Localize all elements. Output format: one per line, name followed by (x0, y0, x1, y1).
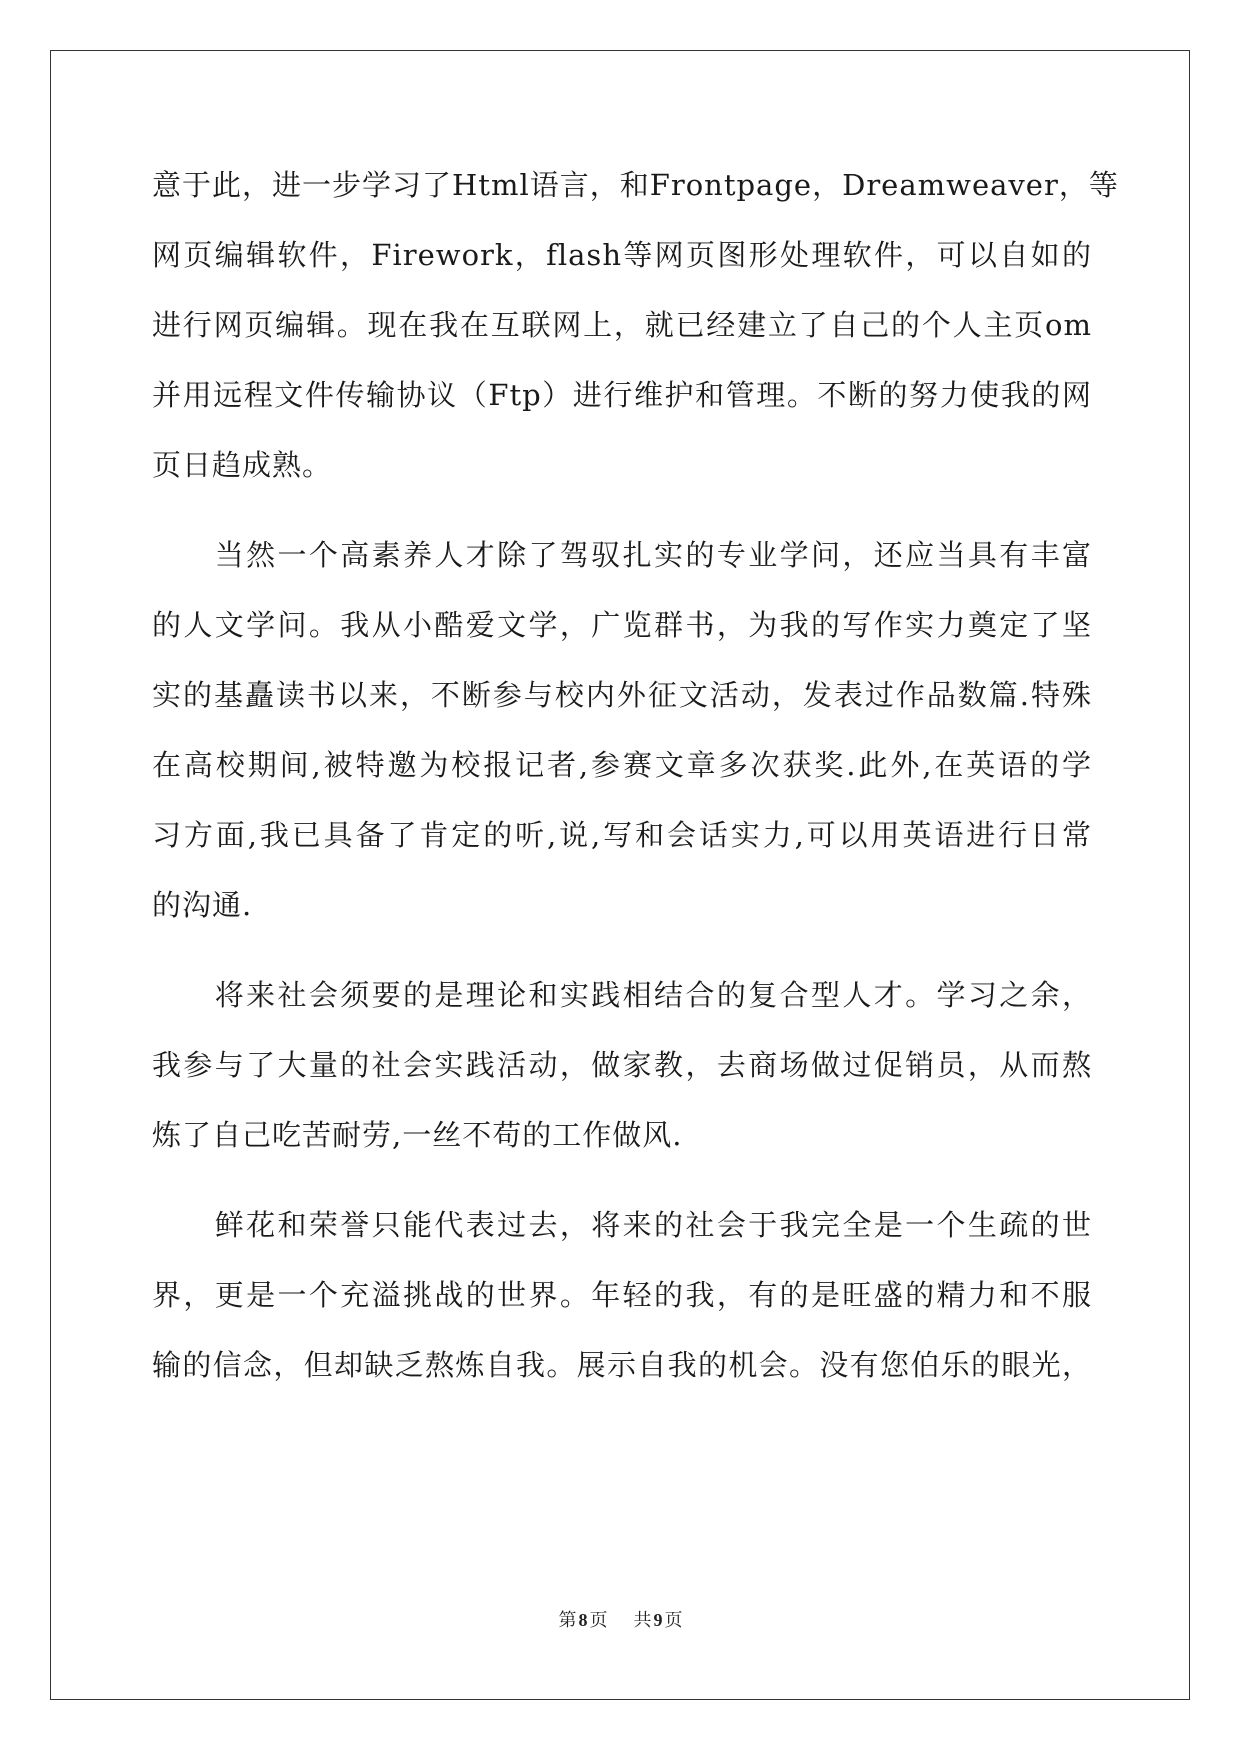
text-line: 的沟通. (152, 888, 253, 922)
page-number-current: 第 8 页 (558, 1610, 608, 1630)
text-line: 实的基矗读书以来，不断参与校内外征文活动，发表过作品数篇.特殊 (152, 678, 1092, 712)
text-line: 进行网页编辑。现在我在互联网上，就已经建立了自己的个人主页om (152, 308, 1092, 342)
text-line: 我参与了大量的社会实践活动，做家教，去商场做过促销员，从而熬 (152, 1048, 1092, 1082)
text-line: 将来社会须要的是理论和实践相结合的复合型人才。学习之余， (152, 978, 1092, 1012)
page-number-total: 共 9 页 (633, 1610, 683, 1630)
page-border (50, 50, 1190, 1700)
text-line: 鲜花和荣誉只能代表过去，将来的社会于我完全是一个生疏的世 (152, 1208, 1092, 1242)
text-line: 界，更是一个充溢挑战的世界。年轻的我，有的是旺盛的精力和不服 (152, 1278, 1092, 1312)
text-line: 习方面,我已具备了肯定的听,说,写和会话实力,可以用英语进行日常 (152, 818, 1092, 852)
text-line: 的人文学问。我从小酷爱文学，广览群书，为我的写作实力奠定了坚 (152, 608, 1092, 642)
text-line: 意于此，进一步学习了Html语言，和Frontpage，Dreamweaver，等 (152, 168, 1119, 202)
text-line: 网页编辑软件，Firework，flash等网页图形处理软件，可以自如的 (152, 238, 1092, 272)
text-line: 炼了自己吃苦耐劳,一丝不苟的工作做风. (152, 1118, 683, 1152)
text-line: 并用远程文件传输协议（Ftp）进行维护和管理。不断的努力使我的网 (152, 378, 1092, 412)
text-line: 页日趋成熟。 (152, 448, 333, 482)
text-line: 当然一个高素养人才除了驾驭扎实的专业学问，还应当具有丰富 (152, 538, 1092, 572)
page-footer (0, 1606, 1241, 1632)
text-line: 输的信念，但却缺乏熬炼自我。展示自我的机会。没有您伯乐的眼光， (152, 1348, 1092, 1382)
text-line: 在高校期间,被特邀为校报记者,参赛文章多次获奖.此外,在英语的学 (152, 748, 1092, 782)
